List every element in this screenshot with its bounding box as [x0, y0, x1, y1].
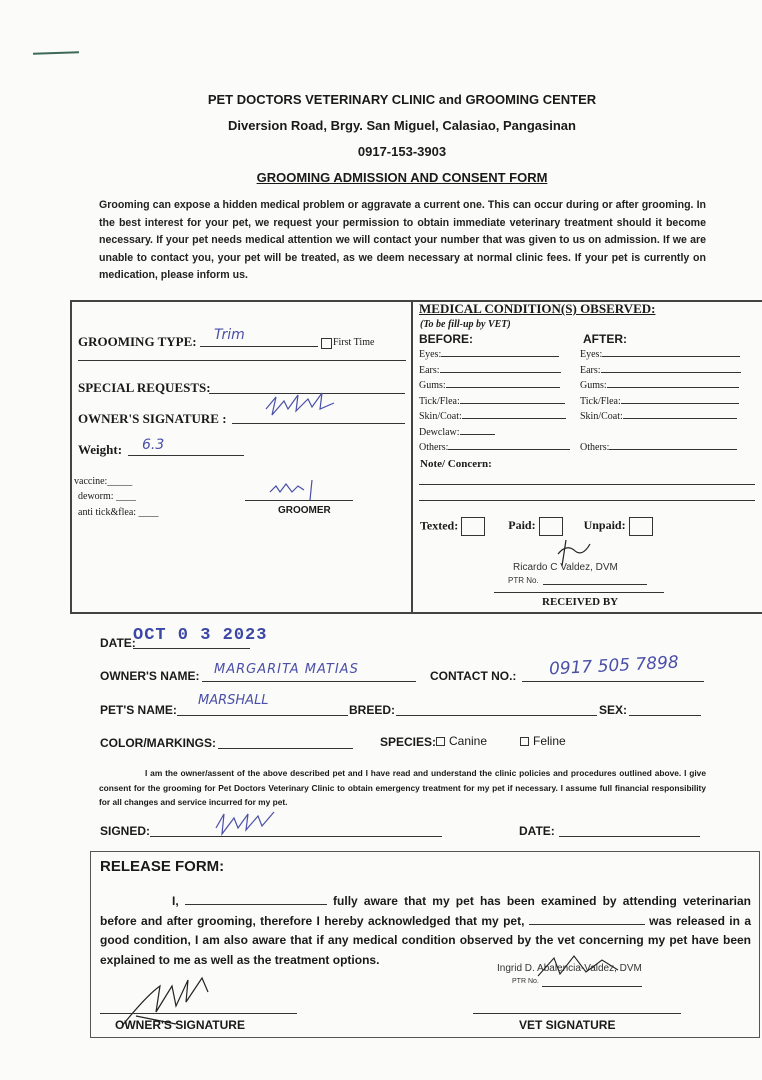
color-field[interactable] — [218, 748, 353, 749]
date-label: DATE: — [100, 636, 136, 650]
vet-name: Ricardo C Valdez, DVM — [513, 562, 618, 573]
release-body: I, fully aware that my pet has been examined by attending veterinarian before and after grooming, therefore I hereby acknowledged that my pet, was released in a good condition, I am also aware that if any medical condition observed by the vet concerning my pet have been explained to me as well as the treatment options. — [100, 894, 751, 967]
medical-after-eyes[interactable]: Eyes: — [580, 349, 740, 365]
weight-label: Weight: — [78, 442, 123, 457]
feline-option[interactable] — [520, 734, 566, 748]
medical-row — [419, 349, 755, 365]
groomer-line[interactable] — [245, 500, 353, 501]
release-pet-field[interactable] — [529, 924, 645, 925]
medical-title: MEDICAL CONDITION(S) OBSERVED: — [419, 301, 656, 316]
note-line-2[interactable] — [419, 500, 755, 501]
deworm-label: deworm: ____ — [78, 491, 137, 502]
ptr2-label: PTR No. — [512, 978, 539, 985]
note-label: Note/ Concern: — [420, 458, 492, 470]
weight-field[interactable] — [128, 455, 244, 456]
scan-mark — [33, 51, 79, 55]
unpaid-label: Unpaid: — [583, 518, 626, 533]
paid-label: Paid: — [508, 518, 536, 533]
sex-label: SEX: — [599, 703, 628, 717]
medical-row — [419, 411, 755, 427]
medical-row — [419, 396, 755, 412]
contact-value: 0917 505 7898 — [548, 652, 680, 680]
ptr-label: PTR No. — [508, 576, 539, 585]
release-owner-field[interactable] — [185, 904, 327, 905]
note-line-1[interactable] — [419, 484, 755, 485]
after-label: AFTER: — [583, 332, 627, 346]
pet-name-value: MARSHALL — [198, 693, 269, 708]
date2-label: DATE: — [519, 824, 555, 838]
intro-paragraph: Grooming can expose a hidden medical problem or aggravate a current one. This can occur during or after grooming. In the best interest for your pet, we request your permission to obtain immediate veterinary treatment should it become necessary. If your pet needs medical attention we will contact your number that was given to us on admission. If we are unable to contact you, your pet will be treated, as we deem necessary at normal clinic fees. If your pet is currently on medication, please inform us. — [99, 199, 706, 281]
signed-label: SIGNED: — [100, 824, 151, 838]
before-label: BEFORE: — [419, 332, 473, 346]
first-time-label: First Time — [333, 337, 375, 348]
owner-release-sig-label: OWNER'S SIGNATURE — [115, 1018, 245, 1032]
special-requests-label: SPECIAL REQUESTS: — [78, 380, 211, 395]
vet-release-sig-line[interactable] — [473, 1013, 681, 1014]
medical-row — [419, 365, 755, 381]
owner-name-value: MARGARITA MATIAS — [214, 662, 359, 677]
owner-signature-label: OWNER'S SIGNATURE : — [78, 411, 227, 426]
box-divider — [411, 300, 413, 612]
received-by-label: RECEIVED BY — [542, 596, 619, 608]
clinic-phone: 0917-153-3903 — [357, 144, 447, 159]
first-time-checkbox[interactable] — [321, 335, 332, 353]
grooming-type-value: Trim — [214, 327, 245, 343]
received-by-line[interactable] — [494, 592, 664, 593]
date-stamp: OCT 0 3 2023 — [133, 626, 268, 645]
owner-name-field[interactable] — [202, 681, 416, 682]
medical-after-skincoat[interactable]: Skin/Coat: — [580, 411, 737, 427]
vet-release-sig-label: VET SIGNATURE — [519, 1018, 616, 1032]
breed-label: BREED: — [349, 703, 396, 717]
medical-subtitle: (To be fill-up by VET) — [420, 319, 511, 330]
dewclaw-field[interactable]: Dewclaw: — [419, 427, 755, 443]
unpaid-checkbox[interactable] — [629, 517, 653, 536]
ptr-line[interactable] — [543, 584, 647, 585]
antitick-label: anti tick&flea: ____ — [78, 507, 159, 518]
medical-before-eyes[interactable]: Eyes: — [419, 349, 580, 365]
medical-before-ears[interactable]: Ears: — [419, 365, 580, 381]
medical-rows — [419, 349, 755, 458]
pet-name-field[interactable] — [177, 715, 348, 716]
signed-field[interactable] — [150, 836, 442, 837]
grooming-type-field[interactable] — [200, 346, 318, 347]
vet2-name: Ingrid D. Abalencia-Valdez, DVM — [497, 963, 642, 974]
grooming-type-label: GROOMING TYPE: — [78, 334, 197, 349]
medical-row — [419, 380, 755, 396]
paid-checkbox[interactable] — [539, 517, 563, 536]
contact-field[interactable] — [522, 681, 704, 682]
species-label: SPECIES: — [380, 735, 437, 749]
ptr2-line[interactable] — [542, 986, 642, 987]
medical-after-tickflea[interactable]: Tick/Flea: — [580, 396, 739, 412]
pet-name-label: PET'S NAME: — [100, 703, 177, 717]
medical-after-others[interactable]: Others: — [580, 442, 737, 458]
medical-before-gums[interactable]: Gums: — [419, 380, 580, 396]
canine-checkbox[interactable] — [436, 737, 445, 746]
feline-label: Feline — [533, 734, 566, 748]
feline-checkbox[interactable] — [520, 737, 529, 746]
form-title: GROOMING ADMISSION AND CONSENT FORM — [256, 170, 548, 185]
groomer-label: GROOMER — [278, 505, 331, 516]
vet2-signature-scribble — [534, 948, 624, 988]
owner-name-label: OWNER'S NAME: — [100, 669, 200, 683]
canine-option[interactable] — [436, 734, 487, 748]
date2-field[interactable] — [559, 836, 700, 837]
medical-before-skincoat[interactable]: Skin/Coat: — [419, 411, 580, 427]
date-field[interactable] — [133, 648, 250, 649]
owner-signature-scribble — [262, 389, 342, 425]
weight-value: 6.3 — [142, 437, 165, 453]
clinic-name: PET DOCTORS VETERINARY CLINIC and GROOMING CENTER — [207, 92, 597, 107]
breed-field[interactable] — [396, 715, 597, 716]
grooming-extra-line — [78, 360, 406, 361]
canine-label: Canine — [449, 734, 488, 748]
release-title: RELEASE FORM: — [100, 858, 225, 875]
sex-field[interactable] — [629, 715, 701, 716]
color-label: COLOR/MARKINGS: — [100, 736, 216, 750]
clinic-address: Diversion Road, Brgy. San Miguel, Calasiao, Pangasinan — [228, 118, 576, 133]
contact-label: CONTACT NO.: — [430, 669, 517, 683]
medical-before-others[interactable]: Others: — [419, 442, 580, 458]
vaccine-label: vaccine:_____ — [74, 476, 133, 487]
medical-after-ears[interactable]: Ears: — [580, 365, 741, 381]
groomer-signature-scribble — [266, 478, 326, 502]
signed-scribble — [212, 806, 282, 842]
medical-after-gums[interactable]: Gums: — [580, 380, 739, 396]
texted-label: Texted: — [420, 518, 459, 533]
texted-checkbox[interactable] — [461, 517, 485, 536]
texted-group — [420, 517, 653, 536]
medical-row — [419, 442, 755, 458]
owner-release-sig-line[interactable] — [100, 1013, 297, 1014]
medical-before-tickflea[interactable]: Tick/Flea: — [419, 396, 580, 412]
consent-paragraph: I am the owner/assent of the above described pet and I have read and understand the clinic policies and procedures outlined above. I give consent for the grooming for Pet Doctors Veterinary Clinic to obtain emergency treatment for my pet if necessary. I assume full financial responsibility for all changes and service incurred for my pet. — [99, 768, 706, 808]
